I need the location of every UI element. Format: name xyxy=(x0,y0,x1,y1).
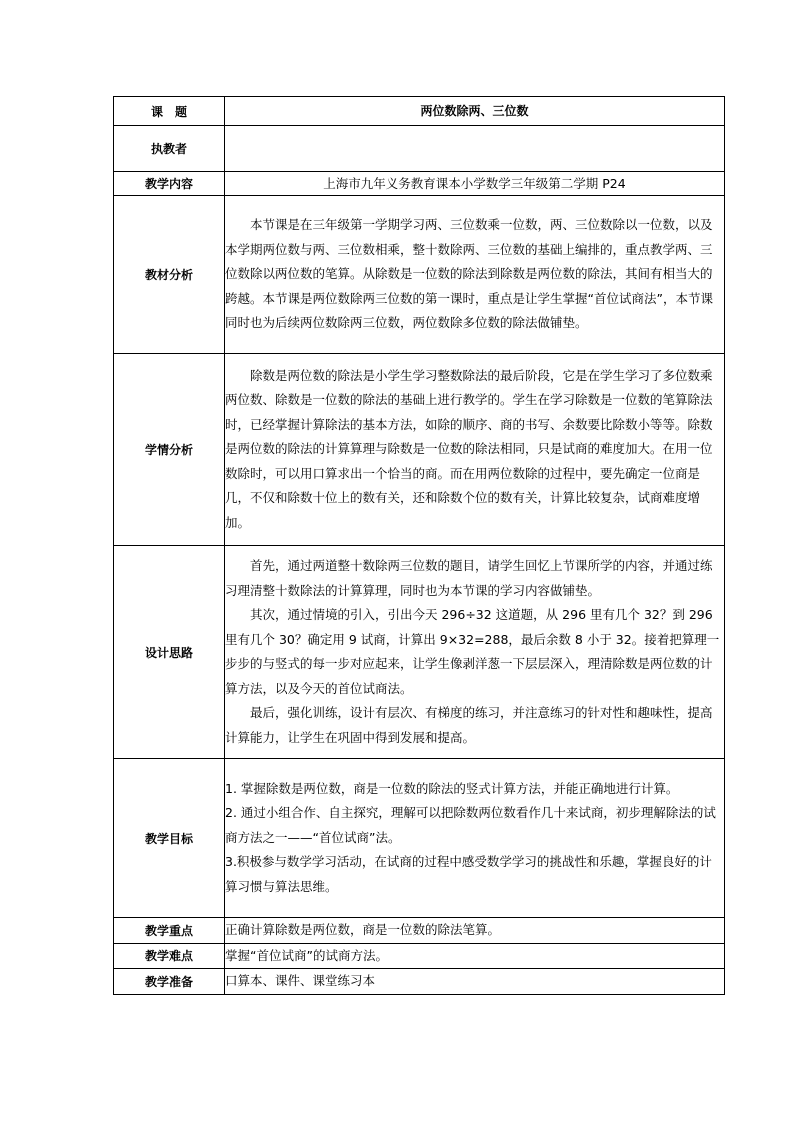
table-row xyxy=(114,546,725,759)
table-row xyxy=(114,354,725,546)
table-row xyxy=(114,943,725,969)
table-row xyxy=(114,97,725,126)
goal-item: 2. 通过小组合作、自主探究，理解可以把除数两位数看作几十来试商，初步理解除法的试商方法之一——“首位试商”法。 xyxy=(225,805,716,845)
teaching-goals xyxy=(225,759,725,918)
goal-item: 3.积极参与数学学习活动，在试商的过程中感受数学学习的挑战性和乐趣，掌握良好的计算习惯与算法思维。 xyxy=(225,854,712,894)
difficulty-value: 掌握“首位试商”的试商方法。 xyxy=(225,943,725,969)
row-label-goals: 教学目标 xyxy=(114,759,225,918)
lesson-title: 两位数除两、三位数 xyxy=(225,97,725,126)
key-point-value: 正确计算除数是两位数，商是一位数的除法笔算。 xyxy=(225,918,725,944)
material-paragraph: 本节课是在三年级第一学期学习两、三位数乘一位数，两、三位数除以一位数，以及本学期两位数与两、三位数相乘，整十数除两、三位数的基础上编排的，重点教学两、三位数除以两位数的笔算。从除数是一位数的除法到除数是两位数的除法，其间有相当大的跨越。本节课是两位数除两三位数的第一课时，重点是让学生掌握“首位试商法”，本节课同时也为后续两位数除两三位数，两位数除多位数的除法做铺垫。 xyxy=(225,217,713,331)
teacher-value xyxy=(225,126,725,172)
table-row xyxy=(114,196,725,354)
row-label-content: 教学内容 xyxy=(114,172,225,196)
table-row xyxy=(114,126,725,172)
table-row xyxy=(114,918,725,944)
design-thinking xyxy=(225,546,725,759)
table-row xyxy=(114,759,725,918)
student-analysis xyxy=(225,354,725,546)
goal-item: 1. 掌握除数是两位数，商是一位数的除法的竖式计算方法，并能正确地进行计算。 xyxy=(225,780,679,796)
table-row xyxy=(114,969,725,995)
teaching-content-value: 上海市九年义务教育课本小学数学三年级第二学期 P24 xyxy=(225,172,725,196)
row-label-teacher: 执教者 xyxy=(114,126,225,172)
row-label-material: 教材分析 xyxy=(114,196,225,354)
row-label-prep: 教学准备 xyxy=(114,969,225,995)
row-label-students: 学情分析 xyxy=(114,354,225,546)
row-label-difficulty: 教学难点 xyxy=(114,943,225,969)
design-paragraph: 首先，通过两道整十数除两三位数的题目，请学生回忆上节课所学的内容，并通过练习理清整十数除法的计算算理，同时也为本节课的学习内容做铺垫。 xyxy=(225,558,713,598)
row-label-design: 设计思路 xyxy=(114,546,225,759)
design-paragraph: 其次，通过情境的引入，引出今天 296÷32 这道题，从 296 里有几个 32？到 296 里有几个 30？确定用 9 试商，计算出 9×32=288，最后余数 8 小于 32。接着把算理一步步的与竖式的每一步对应起来，让学生像剥洋葱一下层层深入，理清除数是两位数的计算方法，以及今天的首位试商法。 xyxy=(225,607,720,696)
row-label-title: 课 题 xyxy=(114,97,225,126)
students-paragraph: 除数是两位数的除法是小学生学习整数除法的最后阶段，它是在学生学习了多位数乘两位数、除数是一位数的除法的基础上进行教学的。学生在学习除数是一位数的笔算除法时，已经掌握计算除法的基本方法，如除的顺序、商的书写、余数要比除数小等等。除数是两位数的除法的计算算理与除数是一位数的除法相同，只是试商的难度加大。在用一位数除时，可以用口算求出一个恰当的商。而在用两位数除的过程中，要先确定一位商是几，不仅和除数十位上的数有关，还和除数个位的数有关，计算比较复杂，试商难度增加。 xyxy=(225,367,713,530)
table-row xyxy=(114,172,725,196)
material-analysis xyxy=(225,196,725,354)
row-label-key: 教学重点 xyxy=(114,918,225,944)
lesson-plan-table xyxy=(113,96,725,995)
design-paragraph: 最后，强化训练，设计有层次、有梯度的练习，并注意练习的针对性和趣味性，提高计算能力，让学生在巩固中得到发展和提高。 xyxy=(225,705,713,745)
preparation-value: 口算本、课件、课堂练习本 xyxy=(225,969,725,995)
